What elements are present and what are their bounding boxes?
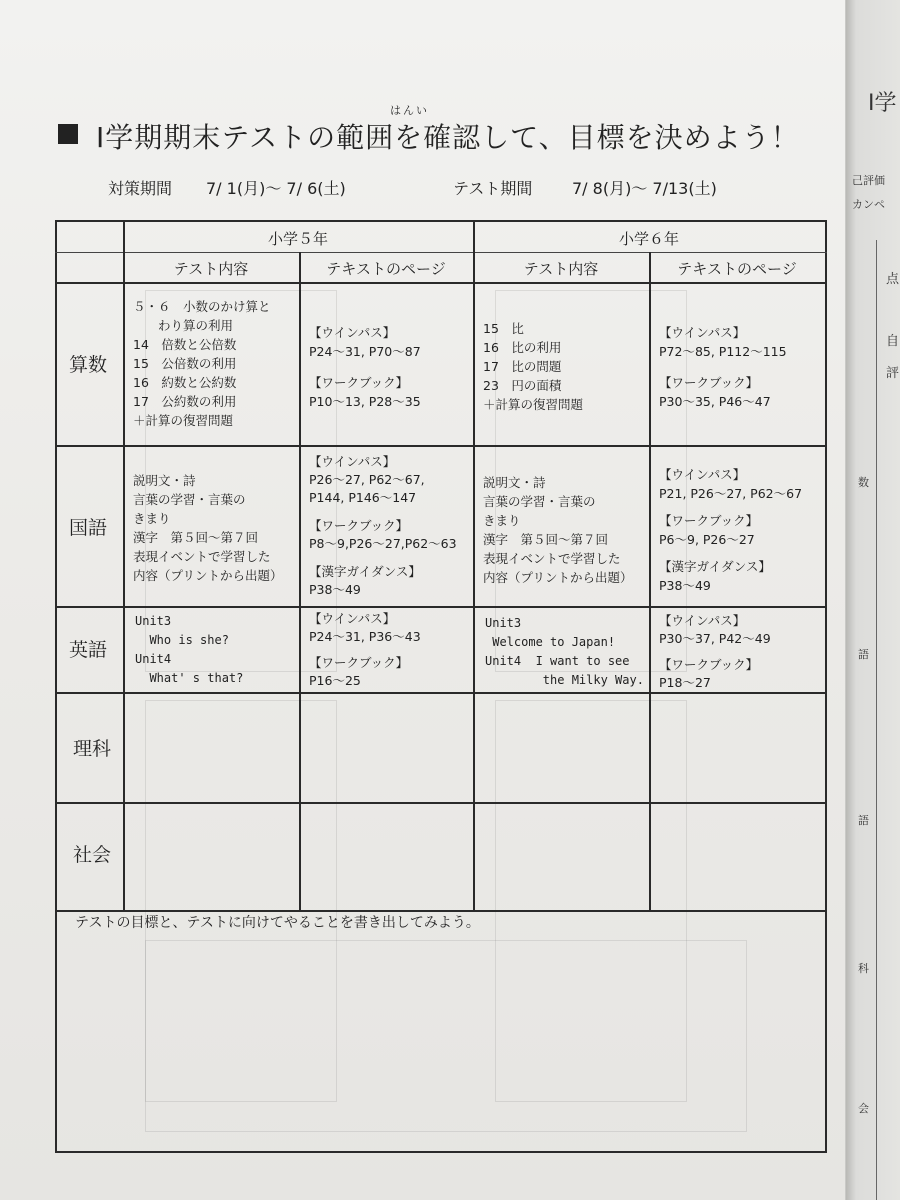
- line: 漢字 第５回～第７回: [483, 532, 609, 547]
- line: 17 比の問題: [483, 359, 562, 374]
- line: P144, P146～147: [309, 490, 417, 505]
- line: 表現イベントで学習した: [133, 549, 271, 564]
- japanese-g6-pages: [659, 465, 802, 595]
- line: 【ウインパス】: [309, 325, 396, 340]
- test-range-table: [55, 220, 827, 1153]
- line: P6～9, P26～27: [659, 532, 755, 547]
- right-fragment: 語: [858, 648, 869, 661]
- english-g6-content: [485, 614, 644, 690]
- subject-math: 算数: [69, 354, 108, 376]
- right-fragment: 点: [886, 272, 900, 287]
- line: 言葉の学習・言葉の: [133, 492, 246, 507]
- line: P24～31, P36～43: [309, 629, 421, 644]
- subject-science: 理科: [73, 738, 112, 760]
- adjacent-page: [846, 0, 900, 1200]
- line: 【ウインパス】: [659, 325, 746, 340]
- line: 【漢字ガイダンス】: [309, 564, 421, 579]
- grade6-header: 小学６年: [618, 230, 679, 248]
- line: P38～49: [309, 582, 361, 597]
- line: わり算の利用: [133, 318, 234, 333]
- grade5-header: 小学５年: [267, 230, 328, 248]
- right-fragment: 自: [886, 334, 900, 349]
- right-fragment: 語: [858, 814, 869, 827]
- right-page-line: [876, 240, 877, 1200]
- line: P18～27: [659, 675, 711, 690]
- line: Who is she?: [135, 633, 229, 647]
- japanese-g6-content: [483, 473, 633, 587]
- g6-pages-header: テキストのページ: [677, 260, 797, 278]
- right-fragment: 評: [886, 366, 900, 381]
- test-dates: 7/ 8(月)～ 7/13(土): [572, 179, 717, 198]
- english-g6-pages: [659, 612, 771, 692]
- line: P24～31, P70～87: [309, 344, 421, 359]
- line: P30～35, P46～47: [659, 394, 771, 409]
- line: P8～9,P26～27,P62～63: [309, 536, 457, 551]
- line: 15 比: [483, 321, 524, 336]
- g6-content-header: テスト内容: [523, 260, 599, 278]
- line: Unit4 I want to see: [485, 654, 630, 668]
- line: Unit4: [135, 652, 172, 666]
- line: 説明文・詩: [133, 473, 196, 488]
- line: ＋計算の復習問題: [483, 397, 584, 412]
- subject-social: 社会: [73, 844, 112, 866]
- subject-english: 英語: [69, 639, 108, 661]
- line: 【ワークブック】: [309, 655, 409, 670]
- right-fragment: カンペ: [852, 198, 885, 211]
- line: 【ウインパス】: [309, 611, 396, 626]
- line: 【ワークブック】: [659, 513, 759, 528]
- line: 言葉の学習・言葉の: [483, 494, 596, 509]
- line: 16 比の利用: [483, 340, 562, 355]
- line: 14 倍数と公倍数: [133, 337, 237, 352]
- square-bullet-icon: [58, 124, 78, 144]
- taisaku-dates: 7/ 1(月)～ 7/ 6(土): [206, 179, 346, 198]
- japanese-g5-pages: [309, 453, 457, 599]
- english-g5-pages: [309, 610, 421, 690]
- right-fragment: Ⅰ学: [868, 91, 897, 116]
- title-ruby: はんい: [390, 104, 429, 117]
- right-fragment: 己評価: [852, 174, 885, 187]
- line: 説明文・詩: [483, 475, 546, 490]
- line: 【ウインパス】: [659, 467, 746, 482]
- line: 【ウインパス】: [309, 454, 396, 469]
- line: ５・６ 小数のかけ算と: [133, 299, 271, 314]
- line: 16 約数と公約数: [133, 375, 237, 390]
- line: 23 円の面積: [483, 378, 562, 393]
- right-fragment: 科: [858, 962, 869, 975]
- line: Unit3: [135, 614, 172, 628]
- line: 漢字 第５回～第７回: [133, 530, 259, 545]
- line: P30～37, P42～49: [659, 631, 771, 646]
- line: P26～27, P62～67,: [309, 472, 425, 487]
- line: 15 公倍数の利用: [133, 356, 237, 371]
- right-fragment: 数: [858, 476, 869, 489]
- line: 【ワークブック】: [659, 657, 759, 672]
- english-g5-content: [135, 612, 243, 688]
- math-g5-pages: [309, 323, 421, 411]
- line: 内容（プリントから出題）: [133, 568, 283, 583]
- page-title: Ⅰ学期期末テストの範囲を確認して、目標を決めよう！: [96, 121, 800, 154]
- math-g6-pages: [659, 323, 787, 411]
- line: 【ワークブック】: [309, 518, 409, 533]
- line: P38～49: [659, 578, 711, 593]
- subject-japanese: 国語: [69, 517, 108, 539]
- japanese-g5-content: [133, 471, 283, 585]
- line: Welcome to Japan!: [485, 635, 616, 649]
- right-fragment: 会: [858, 1102, 869, 1115]
- line: the Milky Way.: [485, 673, 644, 687]
- line: 内容（プリントから出題）: [483, 570, 633, 585]
- memo-prompt: テストの目標と、テストに向けてやることを書き出してみよう。: [75, 915, 480, 931]
- line: Unit3: [485, 616, 522, 630]
- math-g6-content: [483, 319, 583, 414]
- line: きまり: [133, 511, 171, 526]
- line: きまり: [483, 513, 521, 528]
- line: 表現イベントで学習した: [483, 551, 621, 566]
- math-g5-content: [133, 297, 271, 430]
- line: P72～85, P112～115: [659, 344, 787, 359]
- g5-pages-header: テキストのページ: [326, 260, 446, 278]
- taisaku-label: 対策期間: [108, 179, 173, 198]
- title-row: [58, 104, 818, 162]
- line: P16～25: [309, 673, 361, 688]
- g5-content-header: テスト内容: [173, 260, 249, 278]
- line: P10～13, P28～35: [309, 394, 421, 409]
- line: What' s that?: [135, 671, 244, 685]
- line: ＋計算の復習問題: [133, 413, 234, 428]
- period-row: [108, 176, 808, 202]
- line: 【漢字ガイダンス】: [659, 559, 771, 574]
- line: 【ワークブック】: [309, 375, 409, 390]
- line: P21, P26～27, P62～67: [659, 486, 803, 501]
- test-label: テスト期間: [453, 179, 533, 198]
- line: 17 公約数の利用: [133, 394, 237, 409]
- line: 【ワークブック】: [659, 375, 759, 390]
- line: 【ウインパス】: [659, 613, 746, 628]
